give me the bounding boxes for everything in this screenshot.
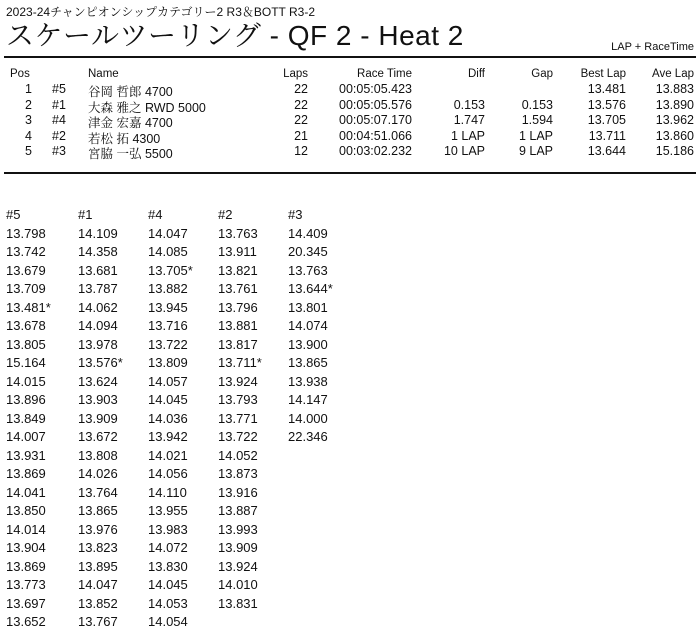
result-best-lap: 13.711 [588,128,626,143]
lap-time: 13.852 [78,595,118,611]
result-gap: 1 LAP [518,128,553,143]
lap-time: 13.679 [6,262,46,278]
lap-time: 13.887 [218,503,258,518]
lap-time: 13.931 [6,447,46,463]
lap-time: 13.900 [288,336,328,352]
lap-time: 13.823 [78,540,118,555]
result-race-time: 00:04:51.066 [339,128,412,143]
lap-time: 13.709 [6,281,46,296]
col-avelap-header: Ave Lap [652,68,694,80]
lap-time: 13.771 [218,410,258,426]
result-diff: 10 LAP [443,144,485,159]
lap-time: 13.805 [6,336,46,352]
lap-time: 13.773 [6,577,46,592]
result-race-time: 00:05:05.576 [339,97,412,112]
lap-time: 13.672 [78,429,118,444]
result-name: 宮脇 一弘 5500 [88,147,173,162]
lap-time: 13.978 [78,336,118,352]
lap-time: 13.481* [6,299,51,315]
page-title: スケールツーリング - QF 2 - Heat 2 [6,20,464,51]
lap-time: 13.787 [78,281,118,296]
result-ave-lap: 13.883 [655,82,694,96]
result-ave-lap: 13.890 [655,97,694,112]
result-pos: 5 [25,144,32,159]
lap-time: 13.716 [148,318,188,333]
result-name: 津金 宏嘉 4700 [88,116,173,131]
lap-time: 13.865 [78,503,118,518]
lap-time: 14.072 [148,540,188,555]
event-subtitle: 2023-24チャンピオンシップカテゴリー2 R3＆BOTT R3-2 [6,5,316,19]
lap-time: 13.955 [148,503,188,518]
result-pos: 1 [25,82,32,96]
result-diff: 0.153 [453,97,485,112]
title-divider [4,56,696,58]
result-gap: 1.594 [521,113,553,128]
lap-time: 14.015 [6,373,46,389]
result-car: #5 [52,82,66,96]
result-pos: 4 [25,128,32,143]
lap-time: 13.678 [6,318,46,333]
result-car: #4 [52,113,66,128]
lap-time: 14.409 [288,225,328,241]
result-laps: 22 [294,113,308,128]
result-best-lap: 13.576 [587,97,626,112]
lap-time: 20.345 [288,244,328,259]
lap-time: 13.767 [78,614,118,629]
lap-time: 13.869 [6,466,46,481]
result-name: 若松 拓 4300 [88,131,161,146]
lap-time: 13.644* [288,281,333,296]
lap-time: 13.869 [6,558,46,574]
lap-time: 13.945 [148,299,188,315]
lap-time: 14.007 [6,429,46,444]
result-laps: 12 [294,144,308,159]
lap-time: 13.796 [218,299,258,315]
lap-time: 14.047 [78,577,118,592]
lap-time: 13.817 [218,336,258,352]
lap-time: 13.938 [288,373,328,389]
lap-time: 13.821 [218,262,258,278]
result-laps: 22 [294,82,308,96]
lap-time: 13.711* [218,355,262,370]
lap-time: 13.916 [218,484,258,500]
lap-time: 14.047 [148,225,188,241]
lap-time: 14.021 [148,447,188,463]
lap-time: 13.705* [148,262,193,278]
lap-time: 13.850 [6,503,46,518]
lap-time: 14.054 [148,614,188,629]
lap-time: 14.358 [78,244,118,259]
lap-time: 14.057 [148,373,188,389]
col-name-header: Name [88,68,119,80]
result-diff: 1.747 [453,113,485,128]
lap-time: 13.576* [78,355,123,370]
lap-column-car: #4 [148,207,163,222]
result-gap: 0.153 [521,97,553,112]
lap-time: 13.904 [6,540,46,555]
lap-time: 13.924 [218,558,258,574]
lap-column-car: #5 [6,207,21,222]
lap-time: 13.873 [218,466,258,481]
lap-time: 14.074 [288,318,328,333]
lap-time: 13.652 [6,614,46,629]
result-race-time: 00:05:05.423 [339,82,412,96]
result-name: 谷岡 哲郎 4700 [88,85,173,99]
result-ave-lap: 15.186 [655,144,694,159]
lap-column [288,206,333,447]
lap-time: 13.849 [6,410,46,426]
lap-time: 14.026 [78,466,118,481]
lap-column-car: #2 [218,207,233,222]
lap-time: 13.681 [78,262,118,278]
lap-time: 14.036 [148,410,188,426]
result-name: 大森 雅之 RWD 5000 [88,100,206,115]
lap-column [78,206,123,632]
col-gap-header: Gap [531,68,553,80]
lap-column-car: #1 [78,207,93,222]
lap-time: 13.881 [218,318,258,333]
lap-time: 13.882 [148,281,188,296]
lap-time: 14.062 [78,299,118,315]
lap-time: 13.809 [148,355,188,370]
lap-time: 13.798 [6,225,46,241]
lap-time: 14.056 [148,466,188,481]
lap-time: 13.722 [148,336,188,352]
result-best-lap: 13.644 [587,144,626,159]
col-pos-header: Pos [10,68,30,80]
col-bestlap-header: Best Lap [580,68,626,80]
lap-time: 14.085 [148,244,188,259]
lap-time: 14.053 [148,595,188,611]
lap-time: 13.831 [218,595,258,611]
lap-time: 14.094 [78,318,118,333]
lap-column [218,206,262,613]
lap-column [6,206,51,632]
lap-time: 14.041 [6,484,46,500]
col-diff-header: Diff [467,68,485,80]
lap-time: 13.865 [288,355,328,370]
lap-time: 14.045 [148,577,188,592]
lap-column [148,206,193,632]
col-racetime-header: Race Time [357,68,412,80]
result-car: #3 [52,144,66,159]
result-laps: 21 [294,128,308,143]
timing-mode-label: LAP + RaceTime [611,41,694,53]
lap-time: 13.624 [78,373,118,389]
lap-time: 13.722 [218,429,258,444]
lap-time: 13.983 [148,521,188,537]
result-car: #2 [52,128,66,143]
lap-time: 13.911 [218,244,257,259]
results-divider [4,172,696,174]
col-laps-header: Laps [283,68,308,80]
lap-time: 14.045 [148,392,188,407]
lap-time: 22.346 [288,429,328,444]
result-pos: 3 [25,113,32,128]
lap-time: 13.895 [78,558,118,574]
result-best-lap: 13.481 [587,82,626,96]
lap-time: 13.763 [218,225,258,241]
lap-time: 13.896 [6,392,46,407]
lap-time: 14.109 [78,225,118,241]
lap-time: 14.014 [6,521,46,537]
lap-time: 13.697 [6,595,46,611]
lap-column-car: #3 [288,207,303,222]
lap-time: 13.793 [218,392,258,407]
lap-time: 13.763 [288,262,328,278]
lap-time: 13.742 [6,244,46,259]
lap-time: 14.052 [218,447,258,463]
lap-time: 13.993 [218,521,258,537]
result-ave-lap: 13.860 [655,128,694,143]
lap-time: 13.808 [78,447,118,463]
result-best-lap: 13.705 [587,113,626,128]
lap-time: 13.909 [218,540,258,555]
lap-time: 13.801 [288,299,328,315]
lap-time: 13.903 [78,392,118,407]
lap-time: 15.164 [6,355,46,370]
result-pos: 2 [25,97,32,112]
lap-time: 13.924 [218,373,258,389]
lap-time: 13.761 [218,281,258,296]
lap-time: 13.942 [148,429,188,444]
lap-time: 13.909 [78,410,118,426]
lap-time: 14.110 [148,484,187,500]
lap-time: 14.010 [218,577,258,592]
result-laps: 22 [294,97,308,112]
result-race-time: 00:03:02.232 [339,144,412,159]
result-race-time: 00:05:07.170 [339,113,412,128]
result-car: #1 [52,97,66,112]
lap-time: 13.764 [78,484,118,500]
result-ave-lap: 13.962 [655,113,694,128]
lap-time: 14.000 [288,410,328,426]
lap-time: 13.830 [148,558,188,574]
lap-time: 13.976 [78,521,118,537]
result-gap: 9 LAP [518,144,553,159]
lap-time: 14.147 [288,392,328,407]
result-diff: 1 LAP [450,128,485,143]
